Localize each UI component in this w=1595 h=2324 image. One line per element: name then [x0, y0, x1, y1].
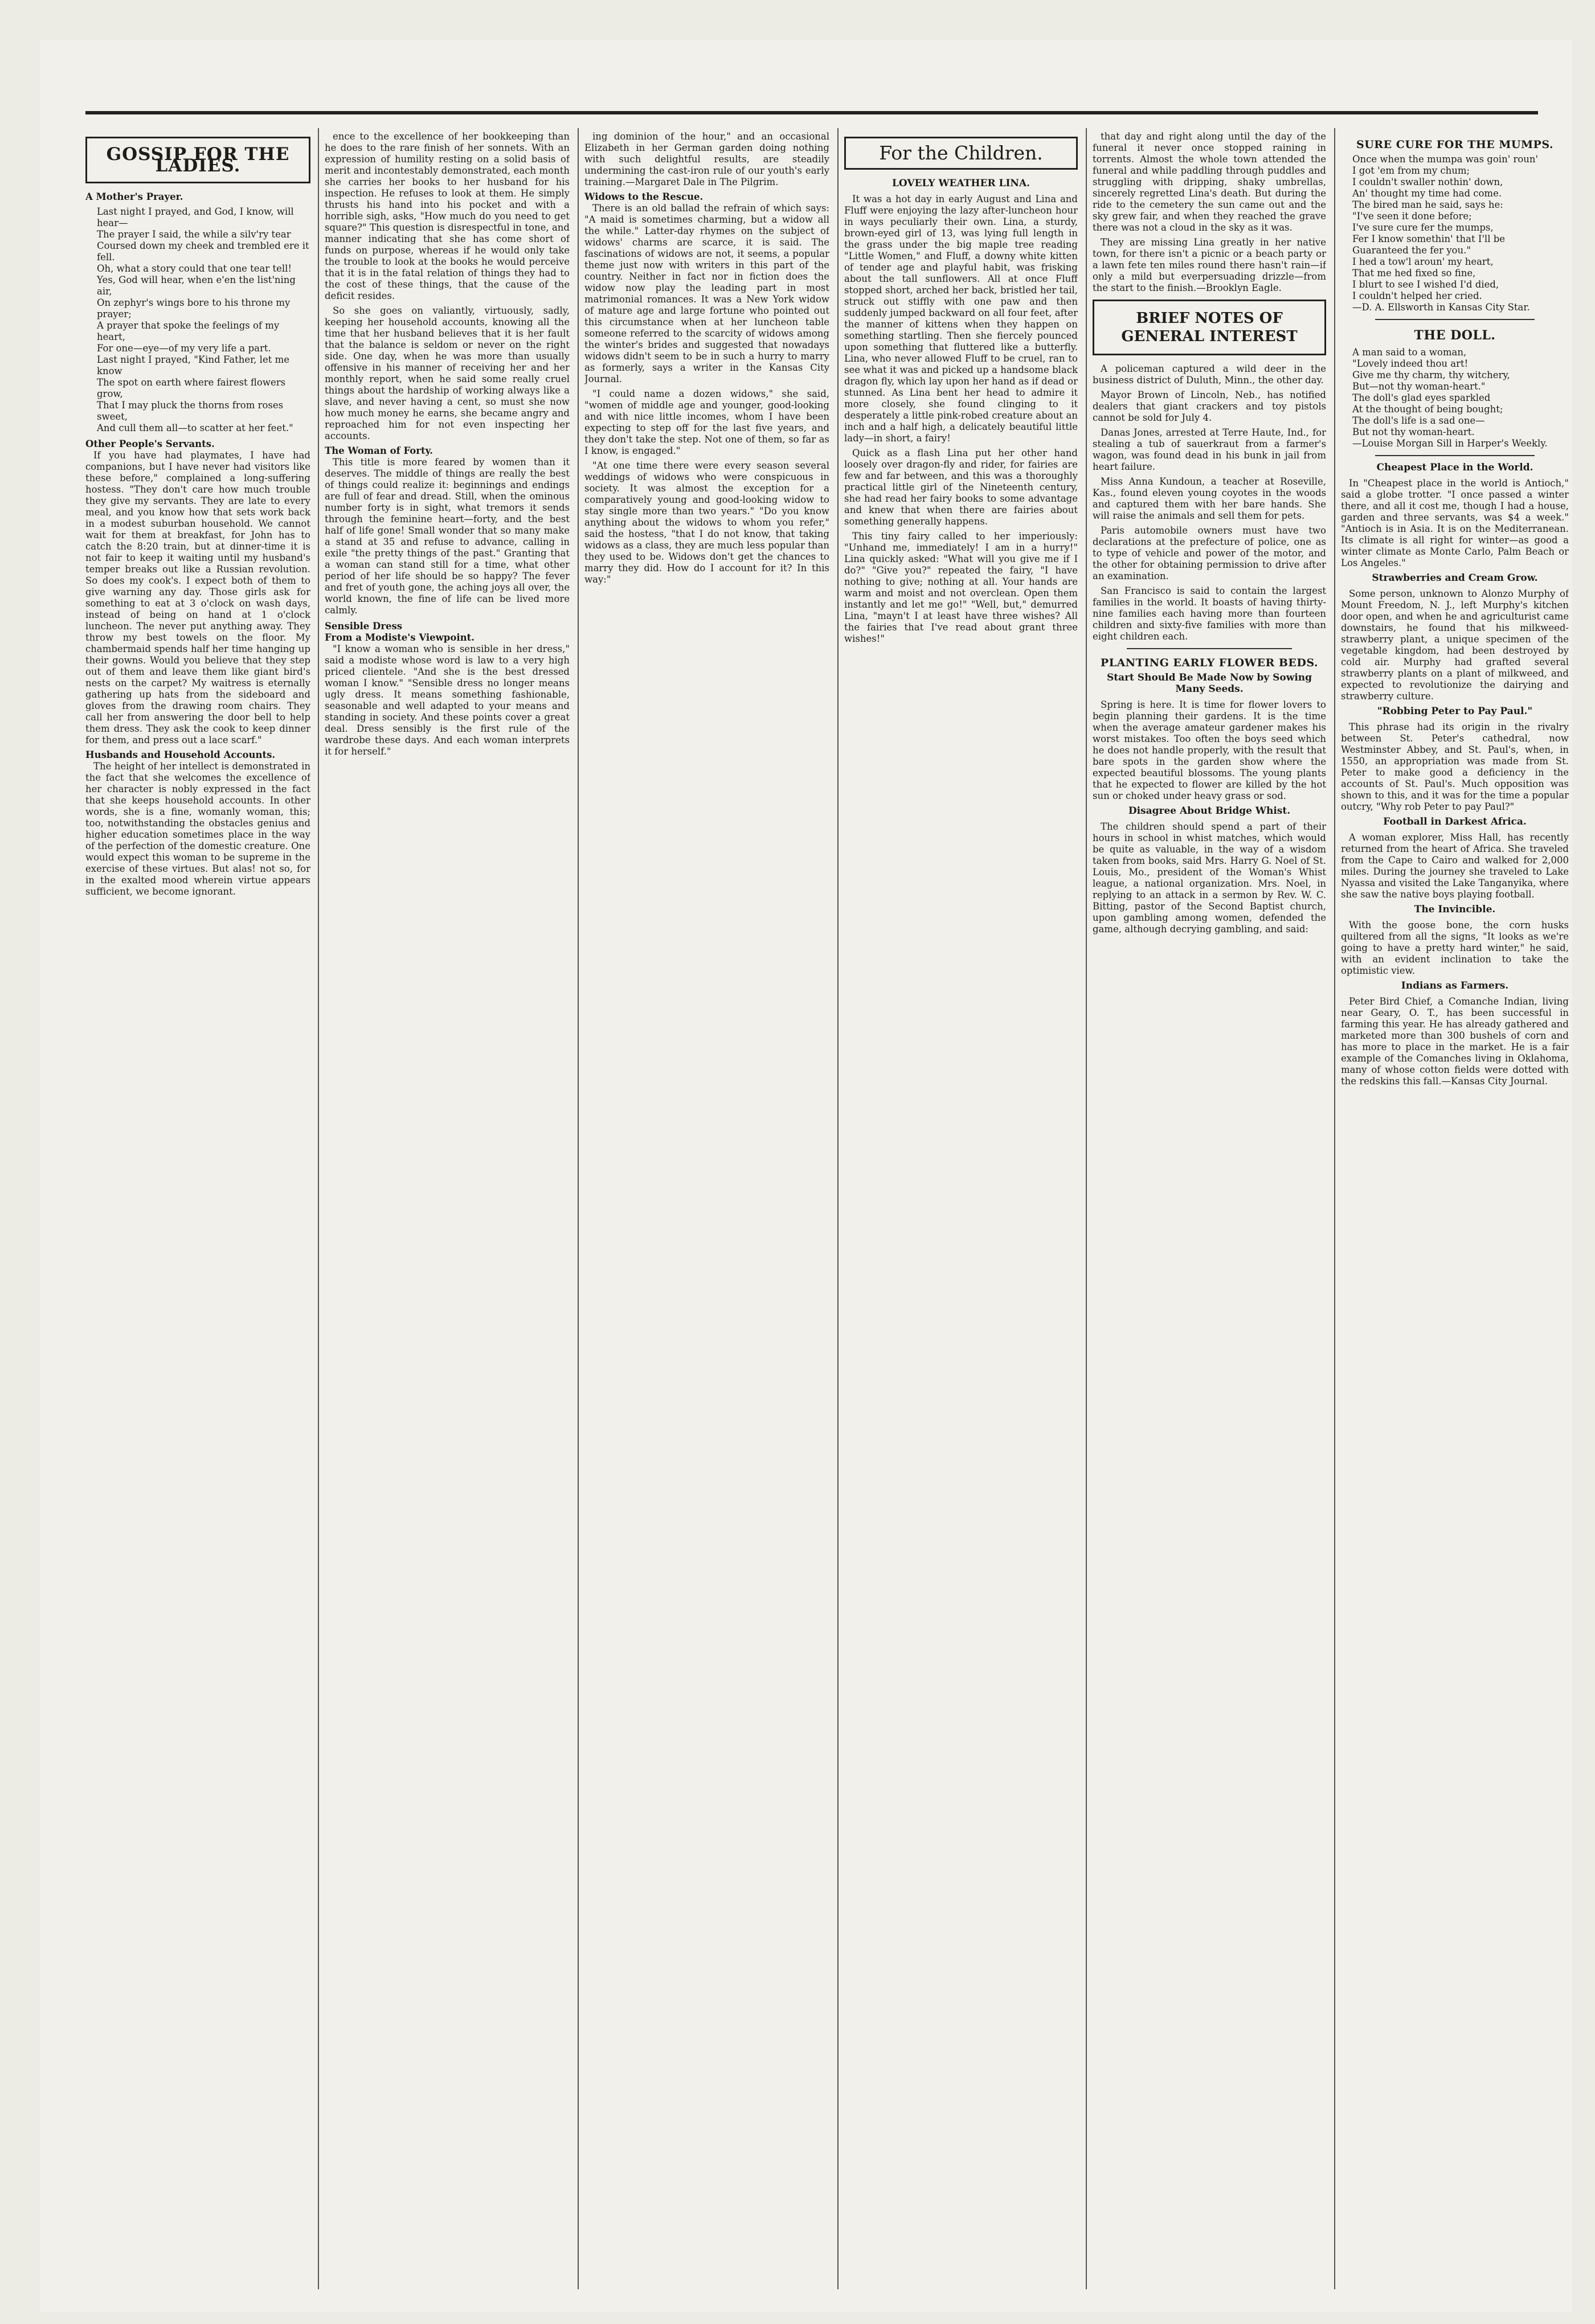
article-paragraph: This tiny fairy called to her imperiously: "Unhand me, immediately! I am in a hurry!" Lina quickly asked: "What will you give me if I do?" "Give you?" repeated the fairy, "I have nothing to give; nothing at all. Your hands are warm and moist and not overclean. Open them instantly and let me go!" "Well, but," demurred Lina, "mayn't I at least have three wishes? All the fairies that I've read about grant three wishes!"	[844, 531, 1078, 644]
heading-husbands: Husbands and Household Accounts.	[85, 749, 276, 760]
column-2	[325, 131, 570, 2295]
article-robbing-peter: This phrase had its origin in the rivalry between St. Peter's cathedral, now Westminster Abbey, and St. Paul's, when, in 1550, an appropriation was made from St. Peter to make good a deficiency in the accounts of St. Paul's. Much opposition was shown to this, and it was for the time a popular outcry, "Why rob Peter to pay Paul?"	[1341, 722, 1569, 812]
section-title-gossip: GOSSIP FOR THE LADIES.	[85, 137, 310, 183]
top-rule	[85, 111, 1538, 114]
article-football-africa: A woman explorer, Miss Hall, has recently returned from the heart of Africa. She traveled from the Cape to Cairo and walked for 2,000 miles. During the journey she traveled to Lake Nyassa and visited the Lake Tanganyika, where she saw the native boys playing football.	[1341, 832, 1569, 900]
article-continued: ence to the excellence of her bookkeeping than he does to the rare finish of her sonnets. With an expression of humility resting on a solid basis of merit and incontestably demonstrated, each month she carries her books to her husband for his inspection. He refuses to look at them. He simply thrusts his hand into his pocket and with a horrible sigh, asks, "How much do you need to get square?" This question is disrespectful in tone, and manner indicating that she has come short of funds on purpose, whereas if he would only take the trouble to look at the books he would perceive that it is in the fatal relation of things they had to the cost of these things, that the cause of the deficit resides.	[325, 131, 570, 301]
article-invincible: With the goose bone, the corn husks quiltered from all the signs, "It looks as we're going to have a pretty hard winter," he said, with an evident inclination to take the optimistic view.	[1341, 920, 1569, 976]
column-rule	[837, 128, 839, 2289]
news-note: Paris automobile owners must have two declarations at the prefecture of police, one as to type of vehicle and power of the motor, and the other for obtaining permission to drive after an examination.	[1093, 525, 1326, 581]
article-continued: ing dominion of the hour," and an occasional Elizabeth in her German garden doing nothing with such delightful results, are steadily undermining the cast-iron rule of our youth's early training.—Margaret Dale in The Pilgrim.	[584, 131, 829, 187]
column-rule	[1334, 128, 1335, 2289]
news-note: San Francisco is said to contain the largest families in the world. It boasts of having thirty-nine families each having more than fourteen children and sixty-five families with more than eight children each.	[1093, 585, 1326, 642]
column-6	[1341, 131, 1569, 2295]
article-strawberries: Some person, unknown to Alonzo Murphy of Mount Freedom, N. J., left Murphy's kitchen door open, and when he and agriculturist came downstairs, he found that his milkweed-strawberry plant, a unique specimen of the vegetable kingdom, had been destroyed by cold air. Murphy had grafted several strawberry plants on a plant of milkweed, and expected to revolutionize the dairying and strawberry culture.	[1341, 588, 1569, 702]
column-rule	[1086, 128, 1087, 2289]
article-paragraph: They are missing Lina greatly in her native town, for there isn't a picnic or a beach party or a lawn fete ten miles round there hasn't rain—if only a mild but everpersuading drizzle—from the start to the finish.—Brooklyn Eagle.	[1093, 237, 1326, 293]
article-flower-beds: Spring is here. It is time for flower lovers to begin planning their gardens. It is the time when the average amateur gardener makes his worst mistakes. Too often the boys seed which he does not handle properly, with the result that bare spots in the garden show where the expected beautiful blossoms. The young plants that he expected to flower are killed by the hot sun or choked under heavy grass or sod.	[1093, 699, 1326, 801]
column-3	[584, 131, 829, 2295]
heading-robbing-peter: "Robbing Peter to Pay Paul."	[1377, 706, 1533, 717]
heading-sensible-dress: Sensible Dress	[325, 621, 403, 632]
column-children	[844, 131, 1078, 2295]
poem-mumps: Once when the mumpa was goin' roun' I got 'em from my chum; I couldn't swaller nothin' down, An' thought my time had come. The bired man he said, says he: "I've seen it done before; I've sure cure fer the mumps, Fer I know somethin' that I'll be Guaranteed the fer you." I hed a tow'l aroun' my heart, That me hed fixed so fine, I blurt to see I wished I'd died, I couldn't helped her cried. —D. A. Ellsworth in Kansas City Star.	[1352, 154, 1539, 313]
column-gossip	[85, 131, 310, 2295]
article-paragraph: Quick as a flash Lina put her other hand loosely over dragon-fly and rider, for fairies are few and far between, and this was a thoroughly practical little girl of the Nineteenth century, she had read her fairy books to some advantage and knew that when there are fairies about something generally happens.	[844, 448, 1078, 527]
heading-bridge-whist: Disagree About Bridge Whist.	[1128, 805, 1291, 817]
heading-flower-beds: PLANTING EARLY FLOWER BEDS.	[1100, 657, 1319, 669]
newspaper-page	[40, 40, 1572, 2312]
heading-mothers-prayer: A Mother's Prayer.	[85, 191, 183, 202]
subheading-sensible-dress: From a Modiste's Viewpoint.	[325, 632, 475, 643]
article-widows: There is an old ballad the refrain of which says: "A maid is sometimes charming, but a widow all the while." Latter-day rhymes on the subject of widows' charms are scarce, it is said. The fascinations of widows are not, it seems, a popular theme just now with writers in this part of the country. Neither in fact nor in fiction does the widow now play the leading part in most matrimonial romances. It was a New York widow of mature age and large fortune who pointed out this circumstance when at her luncheon table someone referred to the scarcity of widows among the winter's brides and suggested that nowadays widows didn't seem to be in such a hurry to marry as formerly, says a writer in the Kansas City Journal.	[584, 203, 829, 384]
subheading-flower-beds: Start Should Be Made Now by Sowing Many Seeds.	[1106, 672, 1312, 695]
heading-lovely-weather-lina: LOVELY WEATHER LINA.	[891, 178, 1030, 189]
article-cheapest-place: In "Cheapest place in the world is Antioch," said a globe trotter. "I once passed a winter there, and all it cost me, though I had a house, garden and three servants, was $4 a week." "Antioch is in Asia. It is on the Mediterranean. Its climate is all right for winter—as good a winter climate as Monte Carlo, Palm Beach or Los Angeles."	[1341, 478, 1569, 568]
column-rule	[578, 128, 579, 2289]
heading-doll: THE DOLL.	[1414, 328, 1496, 343]
column-notes	[1093, 131, 1326, 2295]
heading-widows: Widows to the Rescue.	[584, 191, 704, 202]
heading-mumps: SURE CURE FOR THE MUMPS.	[1356, 138, 1553, 151]
article-paragraph: "At one time there were every season several weddings of widows who were conspicuous in society. It was almost the exception for a comparatively young and good-looking widow to stay single more than two years." "Do you know anything about the widows to whom you refer," said the hostess, "that I do not know, that taking widows as a class, they are much less popular than they used to be. Widows don't get the chances to marry they did. How do I account for it? In this way:"	[584, 460, 829, 585]
article-continued: that day and right along until the day of the funeral it never once stopped raining in torrents. Almost the whole town attended the funeral and while paddling through puddles and struggling with dripping, shaky umbrellas, sincerely regretted Lina's death. But during the ride to the cemetery the sun came out and the sky grew fair, and when they reached the grave there was not a cloud in the sky as it was.	[1093, 131, 1326, 233]
article-paragraph: "I could name a dozen widows," she said, "women of middle age and younger, good-looking and with nice little incomes, whom I have been expecting to step off for the last five years, and they don't take the step. Not one of them, so far as I know, is engaged."	[584, 388, 829, 456]
article-sensible-dress: "I know a woman who is sensible in her dress," said a modiste whose word is law to a very high priced clientele. "And she is the best dressed woman I know." "Sensible dress no longer means ugly dress. It means something fashionable, seasonable and well adapted to your means and standing in society. And these points cover a great deal. Dress sensibly is the first rule of the wardrobe these days. And each woman interprets it for herself."	[325, 643, 570, 757]
heading-servants: Other People's Servants.	[85, 438, 215, 449]
heading-football-africa: Football in Darkest Africa.	[1383, 816, 1527, 827]
divider	[1375, 319, 1535, 320]
article-husbands: The height of her intellect is demonstrated in the fact that she welcomes the excellence of her character is nobly expressed in the fact that she keeps household accounts. In other words, she is a fine, womanly woman, this; too, notwithstanding the obstacles genius and higher education sometimes place in the way of the perfection of the domestic creature. One would expect this woman to be supreme in the exercise of these virtues. But alas! not so, for in the exalted mood wherein virtue appears sufficient, we become ignorant.	[85, 761, 310, 897]
article-bridge-whist: The children should spend a part of their hours in school in whist matches, which would be quite as valuable, in the way of a wisdom taken from books, said Mrs. Harry G. Noel of St. Louis, Mo., president of the Woman's Whist league, a national organization. Mrs. Noel, in replying to an attack in a sermon by Rev. W. C. Bitting, pastor of the Second Baptist church, upon gambling among women, defended the game, although decrying gambling, and said:	[1093, 821, 1326, 934]
divider	[1375, 455, 1535, 456]
heading-strawberries: Strawberries and Cream Grow.	[1372, 572, 1538, 584]
news-note: A policeman captured a wild deer in the business district of Duluth, Minn., the other day.	[1093, 363, 1326, 386]
section-title-children: For the Children.	[844, 137, 1078, 170]
news-note: Mayor Brown of Lincoln, Neb., has notified dealers that giant crackers and toy pistols cannot be sold for July 4.	[1093, 390, 1326, 423]
news-note: Miss Anna Kundoun, a teacher at Roseville, Kas., found eleven young coyotes in the woods and captured them with her bare hands. She will raise the animals and sell them for pets.	[1093, 476, 1326, 521]
section-title-brief-notes: BRIEF NOTES OF GENERAL INTEREST	[1093, 300, 1326, 355]
heading-cheapest-place: Cheapest Place in the World.	[1376, 462, 1533, 473]
heading-invincible: The Invincible.	[1414, 904, 1496, 915]
article-indians-farmers: Peter Bird Chief, a Comanche Indian, living near Geary, O. T., has been successful in farming this year. He has already gathered and marketed more than 300 bushels of corn and has more to place in the market. He is a fair example of the Comanches living in Oklahoma, many of whose cotton fields were dotted with the redskins this fall.—Kansas City Journal.	[1341, 996, 1569, 1087]
article-servants: If you have had playmates, I have had companions, but I have never had visitors like these before," complained a long-suffering hostess. "They don't care how much trouble they give my servants. They are late to every meal, and you know how that sets work back in a modest suburban household. We cannot wait for them at breakfast, for John has to catch the 8:20 train, but at dinner-time it is not fair to keep it waiting until my husband's temper breaks out like a Russian revolution. So does my cook's. I expect both of them to give warning any day. Those girls ask for something to eat at 3 o'clock on wash days, instead of being on hand at 1 o'clock luncheon. The never put anything away. They throw my best towels on the floor. My chambermaid spends half her time hanging up their gowns. Would you believe that they step out of them and leave them like giant bird's nests on the carpet? My waitress is eternally gathering up hats from the sideboard and gloves from the drawing room chairs. They call her from answering the door bell to help them dress. They ask the cook to keep dinner for them, and press out a lace scarf."	[85, 450, 310, 745]
poem-mothers-prayer: Last night I prayed, and God, I know, will hear— The prayer I said, the while a silv'ry tear Coursed down my cheek and trembled ere it fell. Oh, what a story could that one tear tell! Yes, God will hear, when e'en the list'ning air, On zephyr's wings bore to his throne my prayer; A prayer that spoke the feelings of my heart, For one—eye—of my very life a part. Last night I prayed, "Kind Father, let me know The spot on earth where fairest flowers grow, That I may pluck the thorns from roses sweet, And cull them all—to scatter at her feet."	[97, 206, 309, 433]
heading-indians-farmers: Indians as Farmers.	[1401, 980, 1509, 991]
article-lina: It was a hot day in early August and Lina and Fluff were enjoying the lazy after-luncheon hour in ways peculiarly their own. Lina, a sturdy, brown-eyed girl of 13, was lying full length in the grass under the big maple tree reading "Little Women," and Fluff, a downy white kitten of tender age and playful habit, was frisking about the tall sunflowers. All at once Fluff stopped short, arched her back, bristled her tail, struck out stiffly with one paw and then suddenly jumped backward on all four feet, after the manner of kittens when they happen on something startling. Then she fiercely pounced upon something that fluttered like a butterfly. Lina, who never allowed Fluff to be cruel, ran to see what it was and picked up a handsome black dragon fly, which lay upon her hand as if dead or stunned. As Lina bent her head to admire it more closely, she found clinging to it desperately a little pink-robed creature about an inch and a half high, a delicately beautiful little lady—in short, a fairy!	[844, 194, 1078, 444]
heading-woman-forty: The Woman of Forty.	[325, 445, 433, 456]
article-paragraph: So she goes on valiantly, virtuously, sadly, keeping her household accounts, knowing all the time that her husband believes that it is her fault that the balance is seldom or never on the right side. One day, when he was more than usually offensive in his manner of receiving her and her monthly report, when he said some really cruel things about the hardship of working always like a slave, and never having a cent, so must she now how much money he earns, she became angry and reproached him for not even inspecting her accounts.	[325, 305, 570, 441]
divider	[1127, 648, 1292, 649]
news-note: Danas Jones, arrested at Terre Haute, Ind., for stealing a tub of sauerkraut from a farmer's wagon, was found dead in his bunk in jail from heart failure.	[1093, 427, 1326, 472]
poem-doll: A man said to a woman, "Lovely indeed thou art! Give me thy charm, thy witchery, But—not thy woman-heart." The doll's glad eyes sparkled At the thought of being bought; The doll's life is a sad one— But not thy woman-heart. —Louise Morgan Sill in Harper's Weekly.	[1352, 347, 1548, 449]
column-rule	[318, 128, 319, 2289]
article-woman-forty: This title is more feared by women than it deserves. The middle of things are really the best of things could realize it: beginnings and endings are full of fear and dread. Still, when the ominous number forty is in sight, what tremors it sends through the feminine heart—forty, and the best half of life gone! Small wonder that so many make a stand at 35 and refuse to advance, calling in exile "the pretty things of the past." Granting that a woman can stand still for a time, what other period of her life should be so happy? The fever and fret of youth gone, the aching joys all over, the world known, the fine of life can be lived more calmly.	[325, 457, 570, 616]
